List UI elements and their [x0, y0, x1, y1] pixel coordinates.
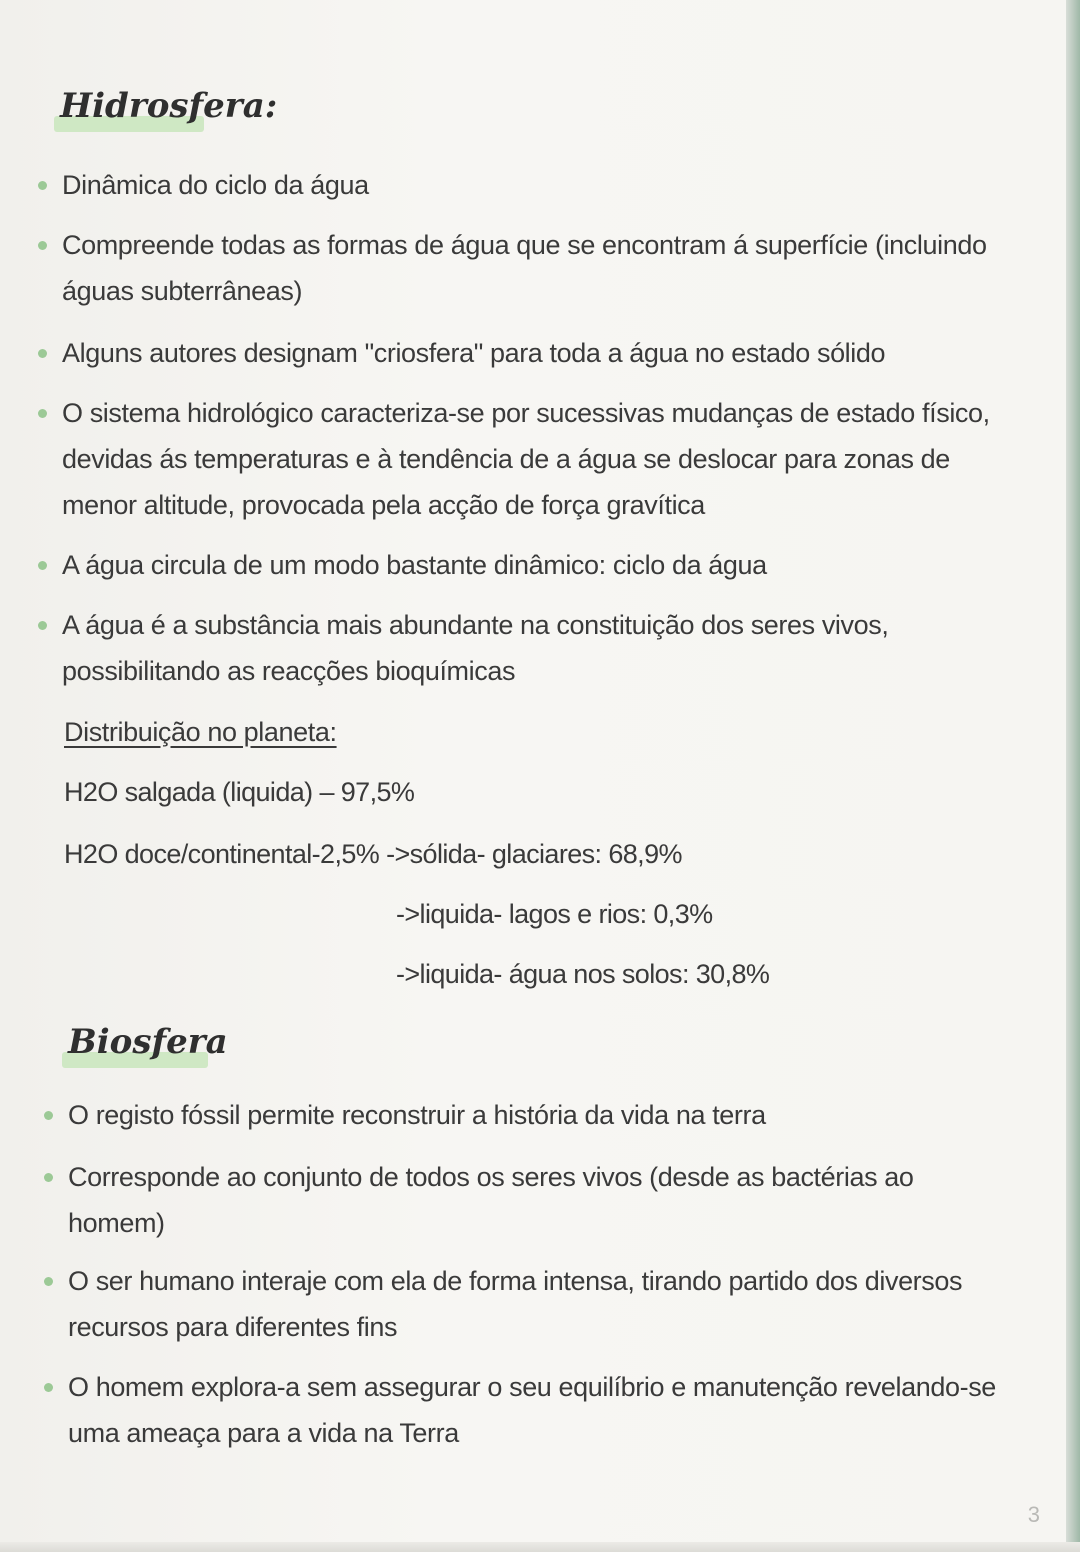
- bullet-dot: [44, 1111, 53, 1120]
- list-item: Compreende todas as formas de água que se encontram á superfície (incluindo águas subterrâneas): [38, 222, 998, 314]
- bullet-dot: [38, 241, 47, 250]
- distribution-fresh: H2O doce/continental-2,5% ->sólida- glaciares: 68,9%: [64, 839, 682, 869]
- bullet-dot: [38, 349, 47, 358]
- heading-biosfera: Biosfera: [68, 1022, 228, 1062]
- list-item: O sistema hidrológico caracteriza-se por sucessivas mudanças de estado físico, devidas ás temperaturas e à tendência de a água se deslocar para zonas de menor altitude, provocada pela acção de força gravítica: [38, 390, 998, 528]
- distribution-fresh-soil: ->liquida- água nos solos: 30,8%: [396, 959, 770, 989]
- list-item: Corresponde ao conjunto de todos os seres vivos (desde as bactérias ao homem): [44, 1154, 1004, 1246]
- heading-hidrosfera: Hidrosfera:: [60, 86, 277, 126]
- page-edge-bottom: [0, 1542, 1080, 1552]
- list-item: A água circula de um modo bastante dinâmico: ciclo da água: [38, 542, 998, 588]
- bullet-dot: [44, 1383, 53, 1392]
- bullet-dot: [38, 561, 47, 570]
- page-number: 3: [1027, 1502, 1040, 1527]
- page-edge-right: [1066, 0, 1080, 1552]
- list-item: A água é a substância mais abundante na constituição dos seres vivos, possibilitando as reacções bioquímicas: [38, 602, 998, 694]
- bullet-dot: [44, 1277, 53, 1286]
- bullet-dot: [38, 181, 47, 190]
- distribution-salt: H2O salgada (liquida) – 97,5%: [64, 777, 415, 807]
- bullet-dot: [38, 409, 47, 418]
- list-item: Dinâmica do ciclo da água: [38, 162, 998, 208]
- list-item: O registo fóssil permite reconstruir a história da vida na terra: [44, 1092, 1004, 1138]
- distribution-fresh-lakes: ->liquida- lagos e rios: 0,3%: [396, 899, 713, 929]
- list-item: O homem explora-a sem assegurar o seu equilíbrio e manutenção revelando-se uma ameaça para a vida na Terra: [44, 1364, 1004, 1456]
- bullet-dot: [38, 621, 47, 630]
- distribution-title: Distribuição no planeta:: [64, 717, 337, 747]
- bullet-dot: [44, 1173, 53, 1182]
- list-item: Alguns autores designam "criosfera" para toda a água no estado sólido: [38, 330, 998, 376]
- list-item: O ser humano interaje com ela de forma intensa, tirando partido dos diversos recursos para diferentes fins: [44, 1258, 1004, 1350]
